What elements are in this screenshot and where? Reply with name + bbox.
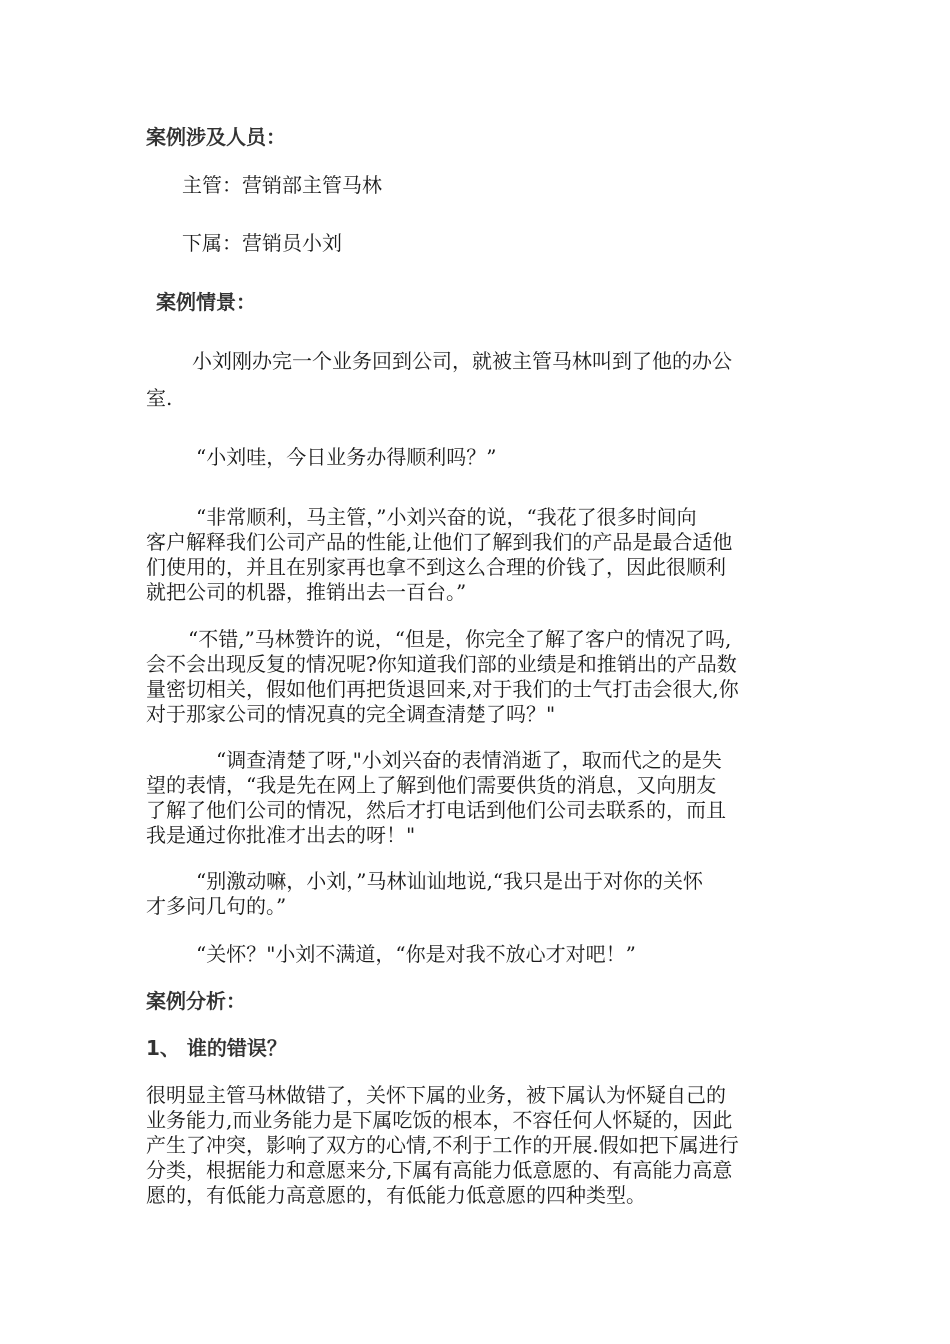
scenario-p4-line3: 量密切相关，假如他们再把货退回来,对于我们的士气打击会很大,你 bbox=[146, 677, 739, 701]
scenario-p3-line3: 们使用的，并且在别家再也拿不到这么合理的价钱了，因此很顺利 bbox=[146, 555, 726, 579]
analysis-answer-line2: 业务能力,而业务能力是下属吃饭的根本，不容任何人怀疑的，因此 bbox=[146, 1108, 733, 1132]
scenario-p7: “关怀？"小刘不满道，“你是对我不放心才对吧！” bbox=[196, 942, 636, 966]
scenario-p5-line3: 了解了他们公司的情况，然后才打电话到他们公司去联系的，而且 bbox=[146, 798, 726, 822]
scenario-p3-line4: 就把公司的机器，推销出去一百台。” bbox=[146, 580, 467, 604]
analysis-answer-line4: 分类，根据能力和意愿来分,下属有高能力低意愿的、有高能力高意 bbox=[146, 1158, 733, 1182]
scenario-p1-line2: 室. bbox=[146, 386, 173, 410]
scenario-p4-line2: 会不会出现反复的情况呢?你知道我们部的业绩是和推销出的产品数 bbox=[146, 652, 737, 676]
scenario-p3-line2: 客户解释我们公司产品的性能,让他们了解到我们的产品是最合适他 bbox=[146, 530, 733, 554]
scenario-p6-line1: “别激动嘛，小刘，”马林讪讪地说,“我只是出于对你的关怀 bbox=[196, 869, 704, 893]
scenario-p4-line4: 对于那家公司的情况真的完全调查清楚了吗？" bbox=[146, 702, 556, 726]
scenario-p2: “小刘哇，今日业务办得顺利吗？” bbox=[196, 445, 497, 469]
analysis-heading: 案例分析： bbox=[146, 989, 246, 1013]
scenario-p5-line1: “调查清楚了呀,"小刘兴奋的表情消逝了，取而代之的是失 bbox=[216, 748, 722, 772]
analysis-answer-line3: 产生了冲突，影响了双方的心情,不利于工作的开展.假如把下属进行 bbox=[146, 1133, 739, 1157]
analysis-question-1: 1、 谁的错误？ bbox=[146, 1036, 287, 1060]
scenario-p5-line2: 望的表情，“我是先在网上了解到他们需要供货的消息，又向朋友 bbox=[146, 773, 717, 797]
scenario-p3-line1: “非常顺利，马主管，”小刘兴奋的说，“我花了很多时间向 bbox=[196, 505, 697, 529]
scenario-p1-line1: 小刘刚办完一个业务回到公司，就被主管马林叫到了他的办公 bbox=[192, 349, 732, 373]
supervisor-line: 主管：营销部主管马林 bbox=[182, 173, 382, 197]
scenario-p4-line1: “不错,”马林赞许的说，“但是，你完全了解了客户的情况了吗, bbox=[188, 627, 732, 651]
analysis-answer-line1: 很明显主管马林做错了，关怀下属的业务，被下属认为怀疑自己的 bbox=[146, 1083, 726, 1107]
analysis-answer-line5: 愿的，有低能力高意愿的，有低能力低意愿的四种类型。 bbox=[146, 1183, 646, 1207]
subordinate-line: 下属：营销员小刘 bbox=[182, 231, 342, 255]
people-heading: 案例涉及人员： bbox=[146, 125, 286, 149]
scenario-p5-line4: 我是通过你批准才出去的呀！" bbox=[146, 823, 416, 847]
scenario-p6-line2: 才多问几句的。” bbox=[146, 894, 287, 918]
scenario-heading: 案例情景： bbox=[156, 290, 256, 314]
